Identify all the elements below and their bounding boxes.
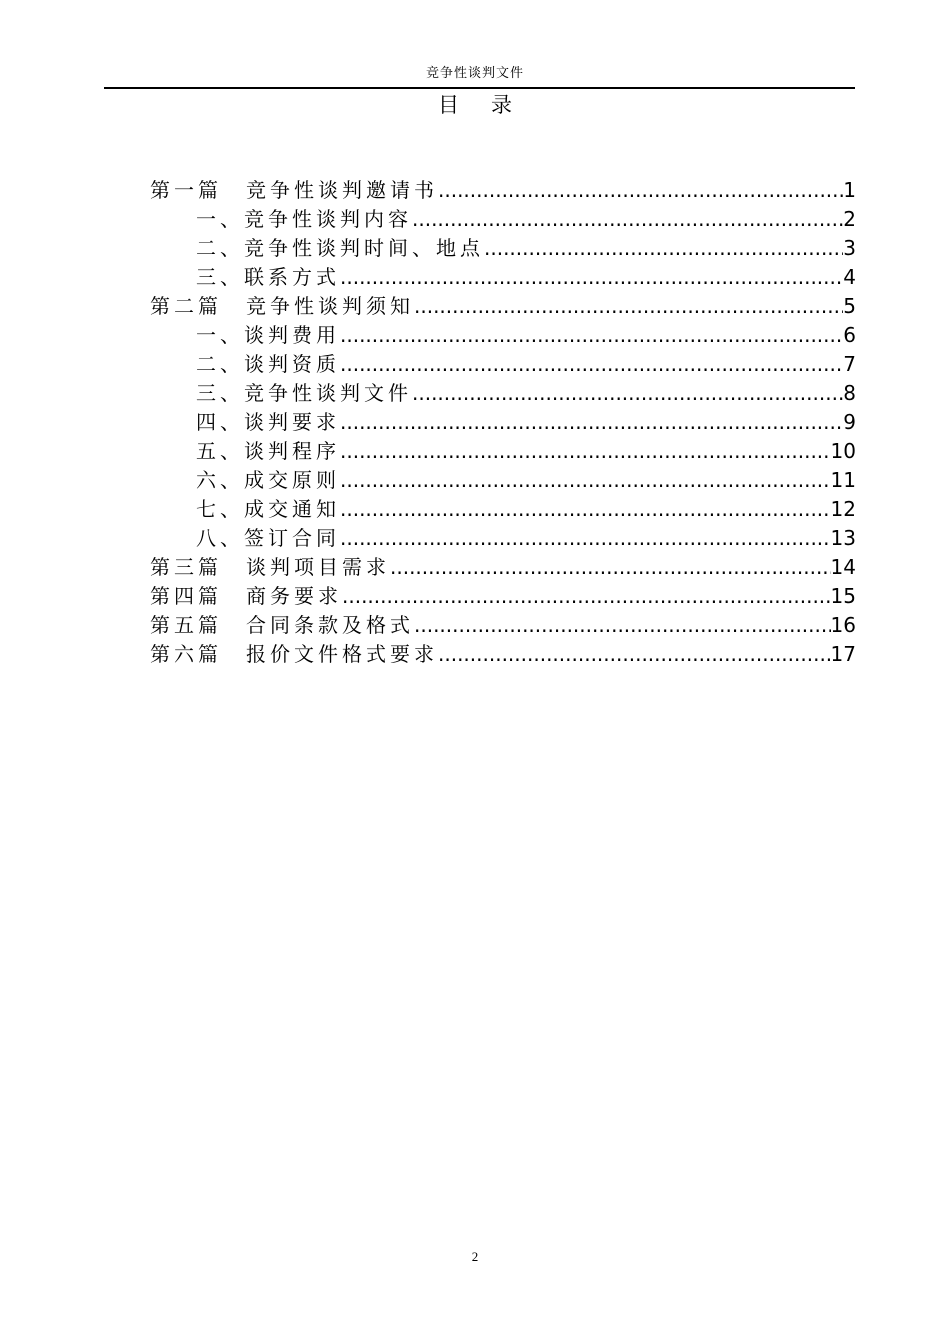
- toc-entry-page: 4: [843, 265, 856, 289]
- toc-leader-dots: [414, 292, 843, 321]
- toc-entry-label: 八、签订合同: [196, 526, 340, 550]
- toc-entry-label: 五、谈判程序: [196, 439, 340, 463]
- toc-leader-dots: [340, 408, 843, 437]
- toc-entry-label: 三、竞争性谈判文件: [196, 381, 412, 405]
- toc-leader-dots: [412, 379, 843, 408]
- header-title: 竞争性谈判文件: [425, 66, 524, 81]
- toc-entry-page: 13: [830, 526, 856, 550]
- toc-entry-page: 3: [843, 236, 856, 260]
- page-number: 2: [471, 1249, 479, 1264]
- toc-entry-page: 17: [830, 642, 856, 666]
- toc-entry-page: 6: [843, 323, 856, 347]
- toc-entry-label: 第六篇 报价文件格式要求: [150, 642, 438, 666]
- toc-entry[interactable]: [150, 350, 856, 379]
- toc-entry[interactable]: [150, 292, 856, 321]
- toc-leader-dots: [340, 263, 843, 292]
- toc-leader-dots: [438, 640, 831, 669]
- toc-entry-label: 第二篇 竞争性谈判须知: [150, 294, 414, 318]
- toc-leader-dots: [340, 350, 843, 379]
- toc-leader-dots: [340, 466, 831, 495]
- toc-leader-dots: [342, 582, 831, 611]
- toc-entry[interactable]: [150, 640, 856, 669]
- toc-entry[interactable]: [150, 524, 856, 553]
- toc-leader-dots: [340, 437, 831, 466]
- toc-entry[interactable]: [150, 234, 856, 263]
- toc-entry[interactable]: [150, 611, 856, 640]
- toc-entry-label: 第四篇 商务要求: [150, 584, 342, 608]
- toc-entry-label: 二、谈判资质: [196, 352, 340, 376]
- toc-entry-label: 一、谈判费用: [196, 323, 340, 347]
- toc-entry[interactable]: [150, 466, 856, 495]
- toc-entry-page: 11: [830, 468, 856, 492]
- toc-entry-label: 一、竞争性谈判内容: [196, 207, 412, 231]
- toc-entry-page: 15: [830, 584, 856, 608]
- page-header: [0, 66, 950, 82]
- toc-entry-page: 7: [843, 352, 856, 376]
- toc-entry-label: 第三篇 谈判项目需求: [150, 555, 390, 579]
- toc-title: [0, 91, 950, 119]
- toc-entry-page: 16: [830, 613, 856, 637]
- toc-entry[interactable]: [150, 379, 856, 408]
- toc-entry-label: 二、竞争性谈判时间、地点: [196, 236, 484, 260]
- toc-entry-page: 14: [830, 555, 856, 579]
- toc-entry[interactable]: [150, 205, 856, 234]
- toc-entry-label: 第五篇 合同条款及格式: [150, 613, 414, 637]
- toc-entry-page: 9: [843, 410, 856, 434]
- toc-entry[interactable]: [150, 495, 856, 524]
- toc-entry-label: 四、谈判要求: [196, 410, 340, 434]
- toc-entry-page: 8: [843, 381, 856, 405]
- toc-entry[interactable]: [150, 408, 856, 437]
- toc-entry-page: 10: [830, 439, 856, 463]
- toc-entry[interactable]: [150, 553, 856, 582]
- toc-entry[interactable]: [150, 582, 856, 611]
- toc-leader-dots: [414, 611, 831, 640]
- toc-leader-dots: [412, 205, 843, 234]
- toc-entry-label: 三、联系方式: [196, 265, 340, 289]
- toc-entry-page: 5: [843, 294, 856, 318]
- toc-entry-page: 12: [830, 497, 856, 521]
- toc-entry-label: 第一篇 竞争性谈判邀请书: [150, 178, 438, 202]
- toc-leader-dots: [390, 553, 831, 582]
- toc-leader-dots: [340, 524, 831, 553]
- toc-leader-dots: [484, 234, 843, 263]
- toc-leader-dots: [438, 176, 843, 205]
- toc-title-text: 目录: [438, 93, 544, 117]
- toc-entry-label: 七、成交通知: [196, 497, 340, 521]
- toc-entry-page: 2: [843, 207, 856, 231]
- table-of-contents: [150, 176, 856, 669]
- toc-leader-dots: [340, 495, 831, 524]
- toc-entry[interactable]: [150, 437, 856, 466]
- toc-entry[interactable]: [150, 263, 856, 292]
- toc-entry[interactable]: [150, 321, 856, 350]
- toc-leader-dots: [340, 321, 843, 350]
- header-divider: [104, 87, 855, 89]
- toc-entry-label: 六、成交原则: [196, 468, 340, 492]
- toc-entry[interactable]: [150, 176, 856, 205]
- toc-entry-page: 1: [843, 178, 856, 202]
